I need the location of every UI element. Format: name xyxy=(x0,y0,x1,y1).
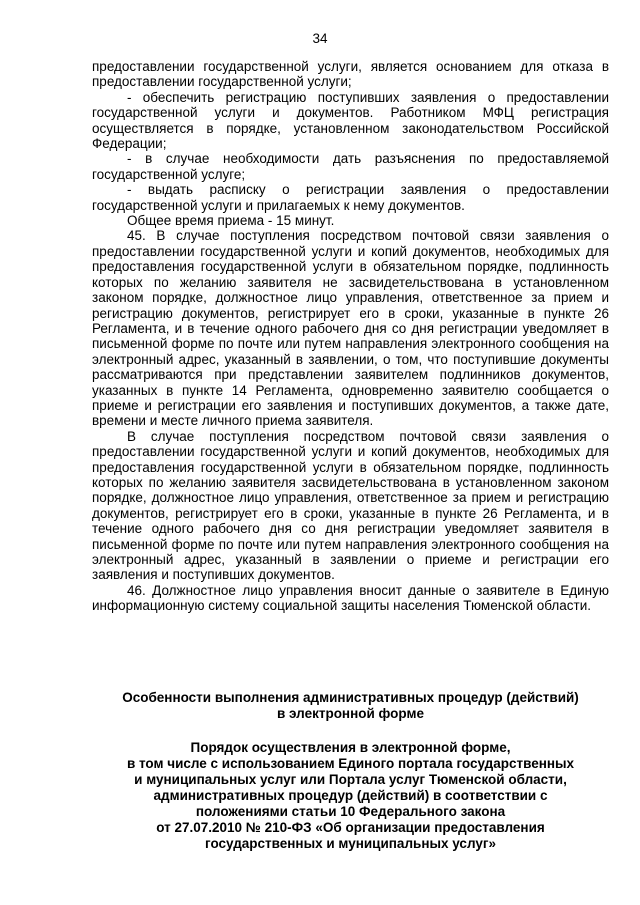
paragraph-item-45: 45. В случае поступления посредством почтовой связи заявления о предоставлении государственной услуги и копий документов, необходимых для предоставления государственной услуги в обязательном порядке, подлинность которых по желанию заявителя не засвидетельствована в установленном законом порядке, должностное лицо управления, ответственное за прием и регистрацию документов, регистрирует его в сроки, указанные в пункте 26 Регламента, и в течение одного рабочего дня со дня регистрации уведомляет в письменной форме по почте или путем направления электронного сообщения на электронный адрес, указанный в заявлении, о том, что поступившие документы рассматриваются при представлении заявителем подлинников документов, указанных в пункте 14 Регламента, одновременно заявителю сообщается о приеме и регистрации его заявления и поступивших документов, а также дате, времени и месте личного приема заявителя. xyxy=(92,228,609,429)
paragraph: В случае поступления посредством почтовой связи заявления о предоставлении государственной услуги и копий документов, необходимых для предоставления государственной услуги в обязательном порядке, подлинность которых по желанию заявителя засвидетельствована в установленном законом порядке, должностное лицо управления, ответственное за прием и регистрацию документов, регистрирует его в сроки, указанные в пункте 26 Регламента, и в течение одного рабочего дня со дня регистрации уведомляет заявителя в письменной форме по почте или путем направления электронного сообщения на электронный адрес, указанный в заявлении о приеме и регистрации его заявления и поступивших документов. xyxy=(92,428,609,583)
heading-line: положениями статьи 10 Федерального закона xyxy=(195,804,506,819)
subsection-heading xyxy=(92,740,609,852)
heading-line: от 27.07.2010 № 210-ФЗ «Об организации предоставления xyxy=(156,820,545,835)
heading-line: и муниципальных услуг или Портала услуг Тюменской области, xyxy=(134,772,567,787)
heading-line: в том числе с использованием Единого портала государственных xyxy=(126,756,575,771)
paragraph: - в случае необходимости дать разъяснения по предоставляемой государственной услуге; xyxy=(92,151,609,182)
page-number: 34 xyxy=(312,31,328,46)
paragraph: - выдать расписку о регистрации заявления о предоставлении государственной услуги и прилагаемых к нему документов. xyxy=(92,182,609,213)
heading-line: административных процедур (действий) в соответствии с xyxy=(153,788,548,803)
heading-line: Порядок осуществления в электронной форме, xyxy=(190,740,511,755)
body-text xyxy=(92,59,609,614)
paragraph: - обеспечить регистрацию поступивших заявления о предоставлении государственной услуги и документов. Работником МФЦ регистрация осуществляется в порядке, установленном законодательством Российской Федерации; xyxy=(92,89,609,152)
paragraph-item-46: 46. Должностное лицо управления вносит данные о заявителе в Единую информационную систему социальной защиты населения Тюменской области. xyxy=(92,582,609,614)
heading-line: государственных и муниципальных услуг» xyxy=(205,836,496,851)
paragraph: Общее время приема - 15 минут. xyxy=(127,213,335,229)
paragraph: предоставлении государственной услуги, является основанием для отказа в предоставлении государственной услуги; xyxy=(92,59,609,90)
heading-line: в электронной форме xyxy=(277,706,424,721)
heading-line: Особенности выполнения административных процедур (действий) xyxy=(122,690,579,705)
section-heading xyxy=(92,690,609,722)
